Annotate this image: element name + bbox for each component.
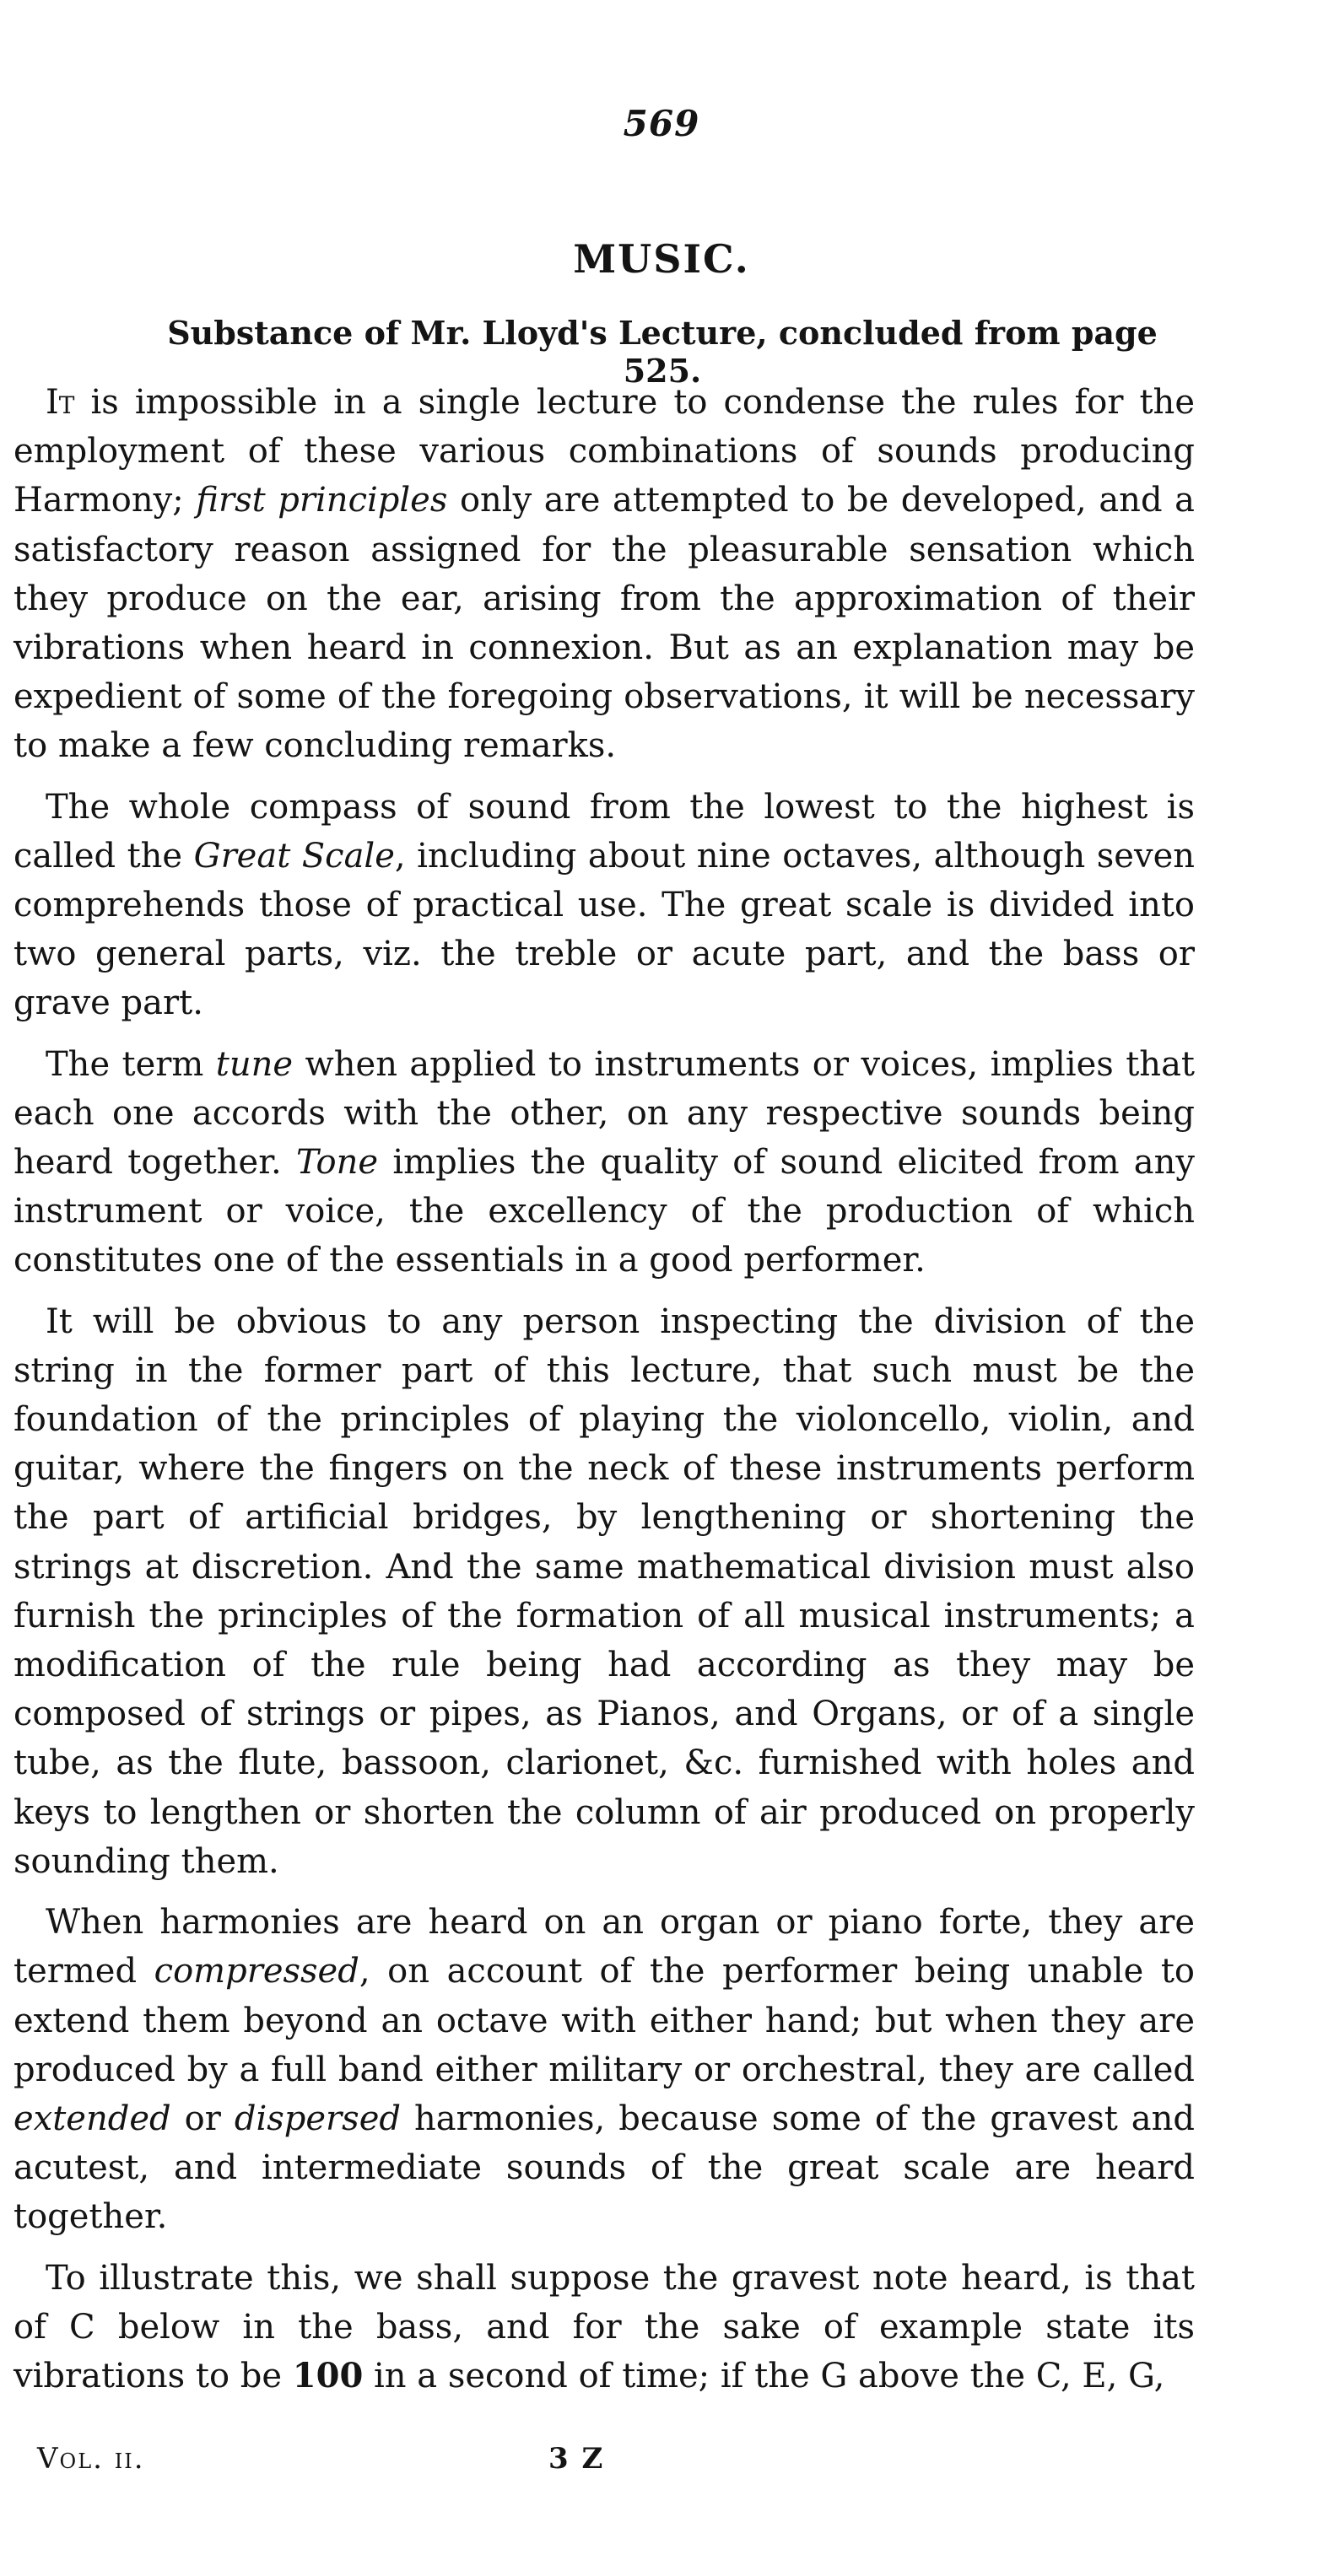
text-run: The whole compass of sound from the lowest to the highest is called the [14, 787, 1195, 876]
emphasis-run: dispersed [234, 2099, 401, 2138]
paragraph-1 [14, 378, 1195, 771]
article-subtitle: Substance of Mr. Lloyd's Lecture, concluded from page 525. [167, 314, 1158, 390]
text-run: When harmonies are heard on an organ or piano forte, they are termed [14, 1903, 1195, 1991]
emphasis-run: first principles [196, 481, 448, 520]
bold-run: 100 [292, 2355, 364, 2395]
emphasis-run: Tone [295, 1143, 379, 1183]
volume-label: Vol. ii. [37, 2442, 145, 2476]
text-run: when applied to instruments or voices, implies that each one accords with the other, on any respective sounds being heard together. [14, 1044, 1195, 1183]
page-number: 569 [623, 103, 700, 144]
text-run: implies the quality of sound elicited from any instrument or voice, the excellency of the production of which constitutes one of the essentials in a good performer. [14, 1143, 1195, 1280]
paragraph-4 [14, 1297, 1195, 1886]
text-run: harmonies, because some of the gravest and acutest, and intermediate sounds of the great scale are heard together. [14, 2099, 1195, 2237]
text-run: only are attempted to be developed, and a satisfactory reason assigned for the pleasurable sensation which they produce on the ear, arising from the approximation of their vibrations when heard in connexion. But as an explanation may be expedient of some of the foregoing observations, it will be necessary to make a few concluding remarks. [14, 481, 1195, 766]
text-run: To illustrate this, we shall suppose the gravest note heard, is that of C below in the bass, and for the sake of example state its vibrations to be [14, 2258, 1195, 2395]
text-run: It will be obvious to any person inspecting the division of the string in the former part of this lecture, that such must be the foundation of the principles of playing the violoncello, violin, and guitar, where the fingers on the neck of these instruments perform the part of artificial bridges, by lengthening or shortening the strings at discretion. And the same mathematical division must also furnish the principles of the formation of all musical instruments; a modification of the rule being had according as they may be composed of strings or pipes, as Pianos, and Organs, or of a single tube, as the flute, bassoon, clarionet, &c. furnished with holes and keys to lengthen or shorten the column of air produced on properly sounding them. [14, 1301, 1195, 1881]
page-footer [0, 2442, 1323, 2484]
text-run: , on account of the performer being unable to extend them beyond an octave with either hand; but when they are produced by a full band either military or orchestral, they are called [14, 1952, 1195, 2089]
text-run: or [170, 2099, 235, 2138]
text-run: in a second of time; if the G above the C, E, G, [363, 2356, 1165, 2395]
paragraph-5 [14, 1898, 1195, 2241]
paragraph-6 [14, 2254, 1195, 2401]
signature-mark: 3 Z [548, 2442, 605, 2476]
emphasis-run: compressed [154, 1952, 359, 1991]
paragraph-2 [14, 783, 1195, 1028]
emphasis-run: extended [14, 2099, 171, 2138]
text-run: , including about nine octaves, although seven comprehends those of practical use. The great scale is divided into two general parts, viz. the treble or acute part, and the bass or grave part. [14, 836, 1196, 1023]
text-run: The term [46, 1044, 216, 1084]
article-body [14, 378, 1195, 2412]
lead-word: It [46, 383, 75, 422]
paragraph-3 [14, 1040, 1195, 1285]
emphasis-run: Great Scale [193, 836, 395, 876]
emphasis-run: tune [215, 1044, 294, 1084]
page-title: MUSIC. [573, 236, 750, 282]
text-run: is impossible in a single lecture to condense the rules for the employment of these various combinations of sounds producing Harmony; [14, 383, 1195, 520]
